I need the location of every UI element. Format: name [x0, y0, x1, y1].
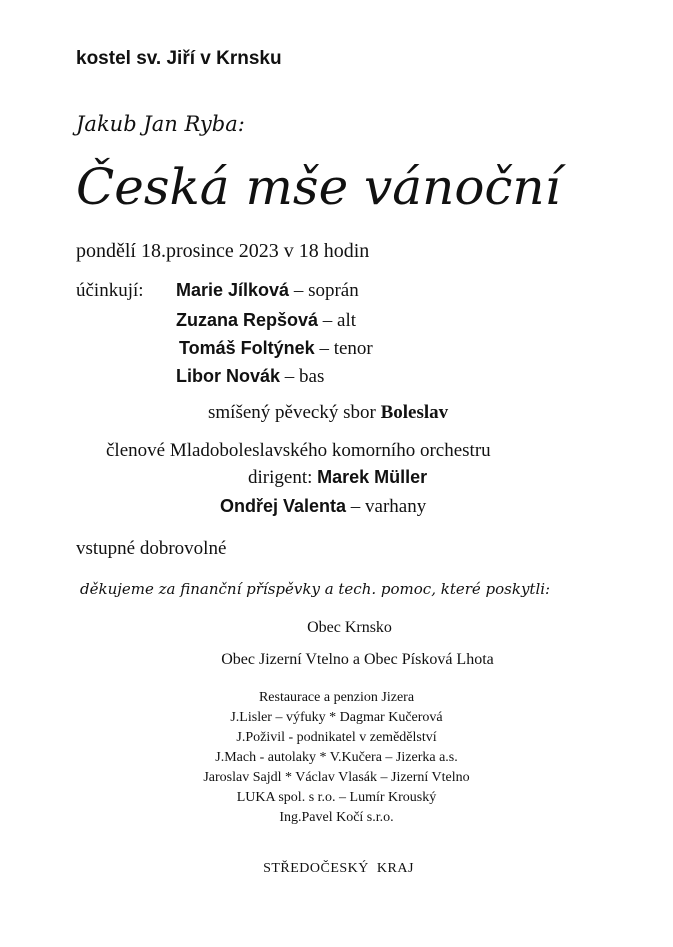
- region-text: STŘEDOČESKÝ KRAJ: [263, 861, 414, 876]
- admission-note: vstupné dobrovolné: [76, 538, 227, 559]
- performer-bass: [176, 366, 324, 388]
- donor-item: J.Poživil - podnikatel v zemědělství: [236, 730, 437, 745]
- composer-name: Jakub Jan Ryba:: [76, 112, 245, 136]
- conductor-label: dirigent:: [248, 467, 318, 488]
- organist-role: – varhany: [346, 496, 427, 517]
- performer-name: Zuzana Repšová: [176, 310, 319, 330]
- sponsor-text: Obec Jizerní Vtelno a Obec Písková Lhota: [221, 651, 494, 668]
- performers-label: účinkují:: [76, 280, 144, 301]
- conductor-line: [248, 467, 427, 489]
- choir-name: Boleslav: [380, 402, 449, 423]
- conductor-name: Marek Müller: [317, 467, 428, 487]
- orchestra-line: členové Mladoboleslavského komorního orchestru: [106, 440, 491, 461]
- performer-name: Libor Novák: [176, 366, 281, 386]
- donor-item: Ing.Pavel Kočí s.r.o.: [279, 810, 394, 825]
- performer-alto: [176, 310, 356, 332]
- performer-role: – tenor: [319, 338, 373, 359]
- performer-role: – bas: [284, 366, 325, 387]
- thanks-line: děkujeme za finanční příspěvky a tech. pomoc, které poskytli:: [80, 580, 551, 598]
- donor-item: Jaroslav Sajdl * Václav Vlasák – Jizerní Vtelno: [203, 770, 470, 785]
- performer-role: – alt: [322, 310, 357, 331]
- work-title: Česká mše vánoční: [76, 158, 561, 216]
- choir-prefix: smíšený pěvecký sbor: [208, 402, 381, 423]
- donor-list: [0, 688, 673, 828]
- performer-tenor: [179, 338, 373, 360]
- performer-soprano: [176, 280, 359, 302]
- organist-name: Ondřej Valenta: [220, 496, 347, 516]
- sponsor-text: Obec Krnsko: [307, 619, 392, 636]
- donor-item: LUKA spol. s r.o. – Lumír Krouský: [236, 790, 437, 805]
- venue-title: kostel sv. Jiří v Krnsku: [76, 48, 282, 69]
- region-footer: [0, 861, 673, 877]
- sponsor-main-1: [0, 619, 673, 637]
- choir-line: [208, 402, 448, 424]
- organist-line: [220, 496, 426, 518]
- sponsor-main-2: [0, 651, 673, 669]
- performer-name: Marie Jílková: [176, 280, 290, 300]
- performer-name: Tomáš Foltýnek: [179, 338, 315, 358]
- donor-item: Restaurace a penzion Jizera: [258, 690, 415, 705]
- donor-item: J.Mach - autolaky * V.Kučera – Jizerka a.s.: [215, 750, 458, 765]
- performer-role: – soprán: [293, 280, 359, 301]
- donor-item: J.Lisler – výfuky * Dagmar Kučerová: [230, 710, 443, 725]
- event-date: pondělí 18.prosince 2023 v 18 hodin: [76, 240, 370, 262]
